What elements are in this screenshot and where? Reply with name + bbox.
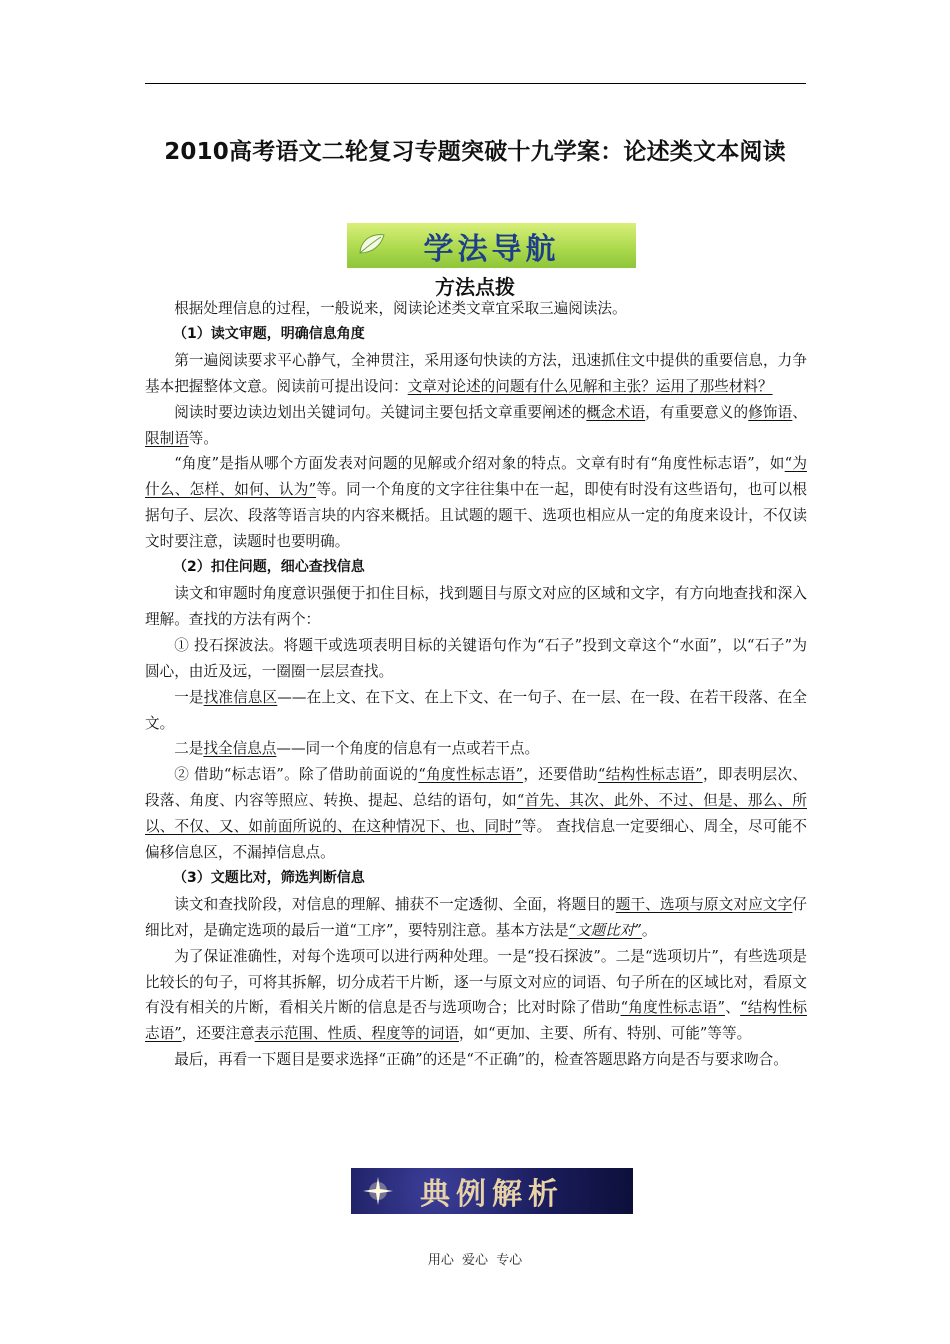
paragraph: 二是找全信息点——同一个角度的信息有一点或若干点。 bbox=[174, 740, 540, 758]
subsection-heading: （3）文题比对，筛选判断信息 bbox=[173, 869, 365, 886]
banner-example-analysis bbox=[351, 1168, 633, 1214]
paragraph: ② 借助“标志语”。除了借助前面说的“角度性标志语”，还要借助“结构性标志语”，即表明层次、段落、角度、内容等照应、转换、提起、总结的语句，如“首先、其次、此外、不过、但是、那么、所以、不仅、又、如前面所说的、在这种情况下、也、同时”等。 查找信息一定要细心、周全，尽可能不偏移信息区，不漏掉信息点。 bbox=[145, 766, 807, 862]
section-heading: 方法点拨 bbox=[435, 275, 515, 299]
paragraph: 根据处理信息的过程，一般说来，阅读论述类文章宜采取三遍阅读法。 bbox=[174, 300, 627, 317]
header-rule bbox=[145, 83, 806, 84]
paragraph: 为了保证准确性，对每个选项可以进行两种处理。一是“投石探波”。二是“选项切片”，有些选项是比较长的句子，可将其拆解，切分成若干片断，逐一与原文对应的词语、句子所在的区域比对，看原文有没有相关的片断，看相关片断的信息是否与选项吻合；比对时除了借助“角度性标志语”、“结构性标志语”，还要注意表示范围、性质、程度等的词语，如“更加、主要、所有、特别、可能”等等。 bbox=[145, 947, 807, 1043]
paragraph: 最后，再看一下题目是要求选择“正确”的还是“不正确”的，检查答题思路方向是否与要求吻合。 bbox=[174, 1051, 788, 1069]
subsection-heading: （2）扣住问题，细心查找信息 bbox=[173, 559, 365, 576]
paragraph: 第一遍阅读要求平心静气，全神贯注，采用逐句快读的方法，迅速抓住文中提供的重要信息，力争基本把握整体文意。阅读前可提出设问：文章对论述的问题有什么见解和主张？运用了那些材料？ bbox=[145, 351, 807, 395]
banner-study-guide-label: 学法导航 bbox=[423, 231, 560, 267]
paragraph: 读文和审题时角度意识强便于扣住目标，找到题目与原文对应的区域和文字，有方向地查找和深入理解。查找的方法有两个： bbox=[145, 584, 807, 628]
banner-example-analysis-label: 典例解析 bbox=[420, 1177, 564, 1212]
sparkle-star-icon bbox=[361, 1175, 395, 1207]
banner-study-guide bbox=[347, 223, 636, 268]
subsection-heading: （1）读文审题，明确信息角度 bbox=[173, 325, 365, 342]
paragraph: “角度”是指从哪个方面发表对问题的见解或介绍对象的特点。文章有时有“角度性标志语”，如“为什么、怎样、如何、认为”等。同一个角度的文字往往集中在一起，即使有时没有这些语句，也可以根据句子、层次、段落等语言块的内容来概括。且试题的题干、选项也相应从一定的角度来设计，不仅读文时要注意，读题时也要明确。 bbox=[145, 455, 807, 551]
paragraph: ① 投石探波法。将题干或选项表明目标的关键语句作为“石子”投到文章这个“水面”，以“石子”为圆心，由近及远，一圈圈一层层查找。 bbox=[145, 636, 807, 680]
paragraph: 读文和查找阶段，对信息的理解、捕获不一定透彻、全面，将题目的题干、选项与原文对应文字仔细比对，是确定选项的最后一道“工序”，要特别注意。基本方法是“文题比对”。 bbox=[145, 895, 807, 939]
document-title: 2010高考语文二轮复习专题突破十九学案：论述类文本阅读 bbox=[164, 139, 786, 165]
article-body bbox=[145, 296, 807, 1073]
paragraph: 阅读时要边读边划出关键词句。关键词主要包括文章重要阐述的概念术语，有重要意义的修饰语、限制语等。 bbox=[145, 403, 807, 447]
page-footer: 用心 爱心 专心 bbox=[427, 1253, 523, 1268]
leaf-icon bbox=[357, 231, 387, 259]
paragraph: 一是找准信息区——在上文、在下文、在上下文、在一句子、在一层、在一段、在若干段落、在全文。 bbox=[145, 688, 807, 732]
